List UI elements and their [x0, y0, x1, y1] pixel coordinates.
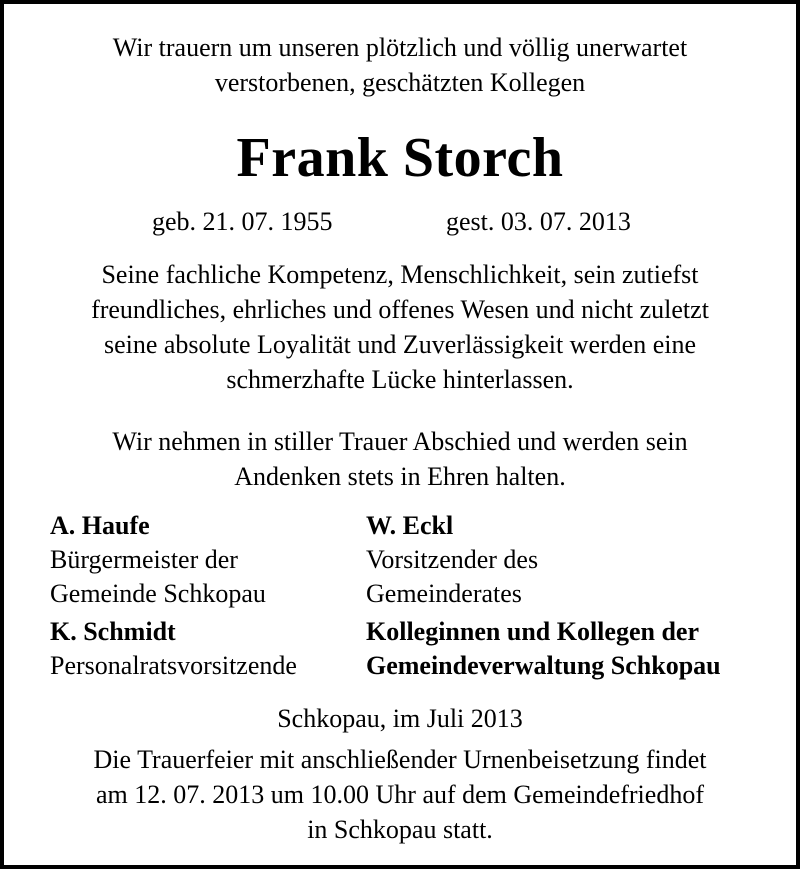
signatory-staff-council: [50, 615, 297, 683]
signatory-name: A. Haufe: [50, 511, 150, 540]
ceremony-line: Die Trauerfeier mit anschließender Urnenbeisetzung findet: [93, 745, 707, 774]
tribute-line: freundliches, ehrliches und offenes Wesen und nicht zuletzt: [91, 295, 709, 324]
signatory-role: Gemeinde Schkopau: [50, 579, 266, 608]
life-dates: [4, 204, 796, 239]
signatory-name: Kolleginnen und Kollegen der: [366, 617, 699, 646]
signatory-role: Personalratsvorsitzende: [50, 651, 297, 680]
intro-line: verstorbenen, geschätzten Kollegen: [214, 68, 586, 97]
deceased-name: Frank Storch: [236, 127, 564, 189]
signatory-colleagues: [366, 615, 721, 683]
tribute-line: seine absolute Loyalität und Zuverlässigkeit werden eine: [103, 330, 697, 359]
farewell-text: [4, 424, 796, 494]
signatory-council-chair: [366, 509, 538, 611]
death-date: gest. 03. 07. 2013: [446, 207, 631, 236]
birth-date: geb. 21. 07. 1955: [152, 207, 333, 236]
signatory-name: K. Schmidt: [50, 617, 176, 646]
farewell-line: Wir nehmen in stiller Trauer Abschied und werden sein: [112, 427, 688, 456]
tribute-text: [4, 257, 796, 397]
farewell-line: Andenken stets in Ehren halten.: [234, 462, 566, 491]
ceremony-info: [4, 742, 796, 847]
ceremony-line: am 12. 07. 2013 um 10.00 Uhr auf dem Gemeindefriedhof: [96, 780, 704, 809]
signatory-mayor: [50, 509, 266, 611]
signatory-name: W. Eckl: [366, 511, 454, 540]
intro-line: Wir trauern um unseren plötzlich und völlig unerwartet: [112, 33, 688, 62]
tribute-line: schmerzhafte Lücke hinterlassen.: [226, 365, 574, 394]
signatory-role: Gemeinderates: [366, 579, 522, 608]
tribute-line: Seine fachliche Kompetenz, Menschlichkeit, sein zutiefst: [101, 260, 699, 289]
signatory-role: Bürgermeister der: [50, 545, 238, 574]
signatory-role: Vorsitzender des: [366, 545, 539, 574]
ceremony-line: in Schkopau statt.: [307, 815, 493, 844]
place-and-date: Schkopau, im Juli 2013: [277, 704, 523, 733]
signatory-name: Gemeindeverwaltung Schkopau: [366, 651, 721, 680]
intro-text: [4, 30, 796, 100]
